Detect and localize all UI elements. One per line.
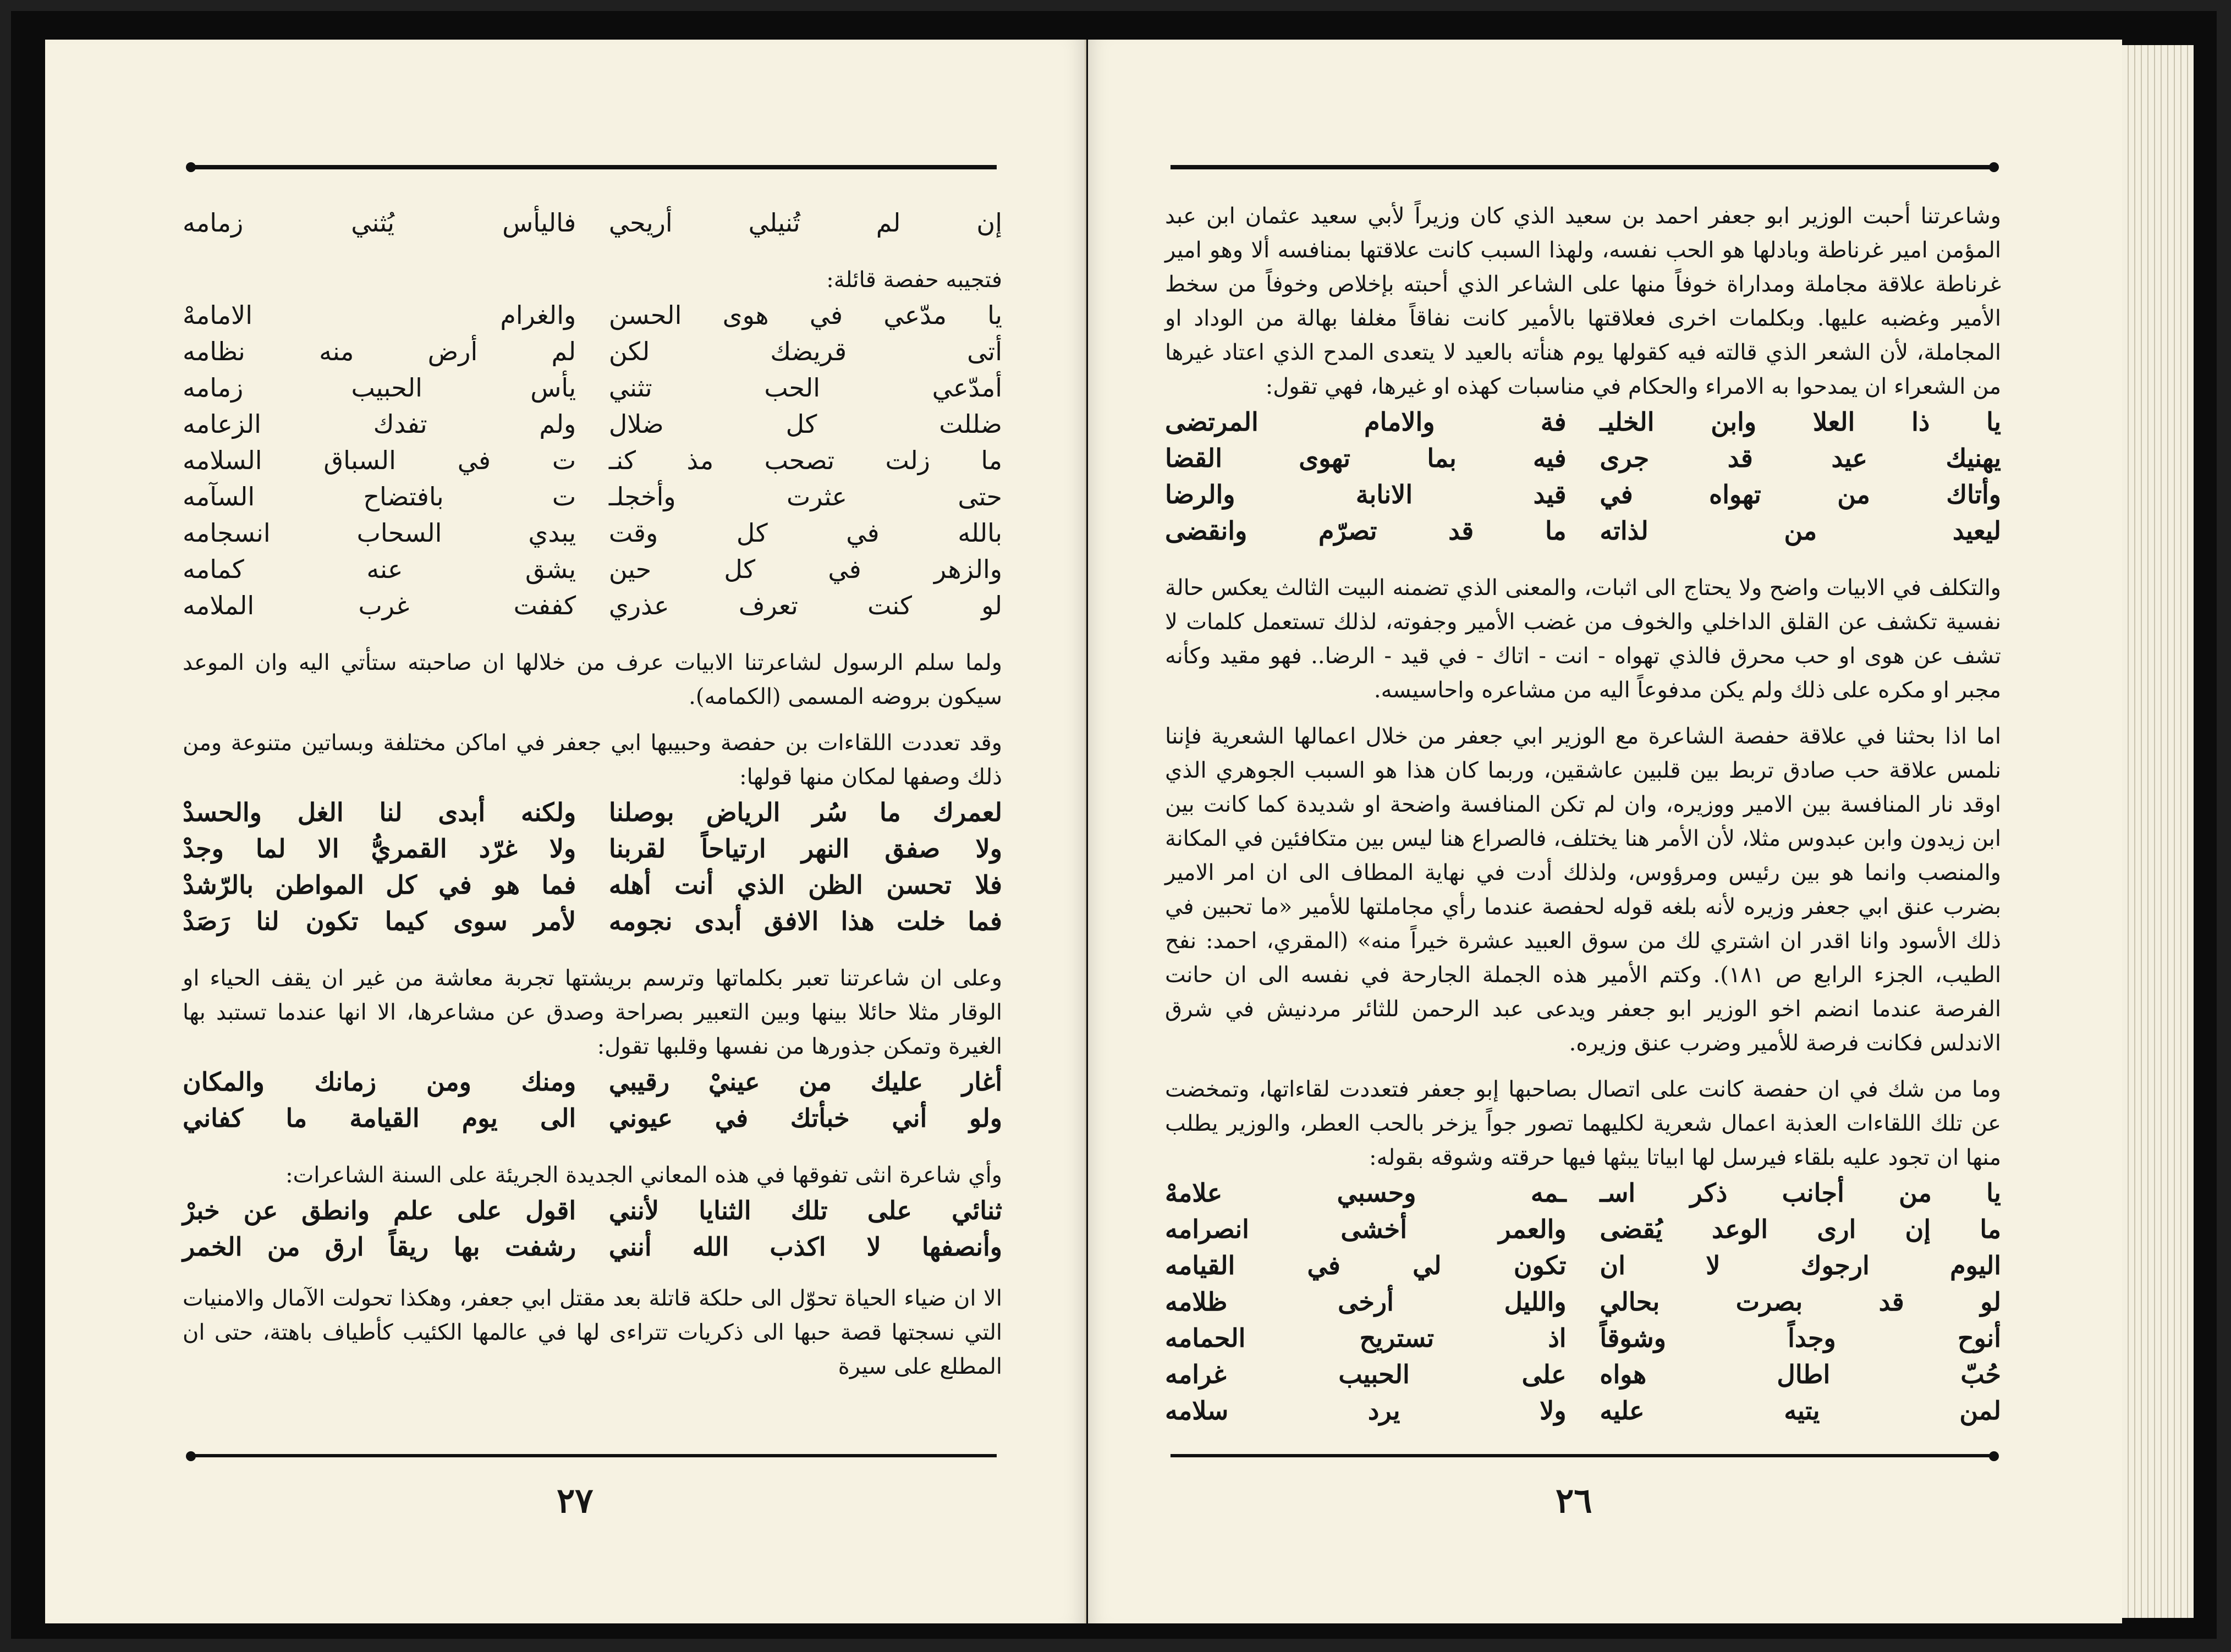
verse-line <box>183 406 1002 442</box>
verse-first-half: أغار عليك من عينيْ رقيبي <box>608 1067 1002 1097</box>
footer-rule <box>189 1454 997 1457</box>
page-number: ٢٧ <box>557 1480 594 1521</box>
verse-line <box>183 297 1002 333</box>
verse-line <box>183 1100 1002 1136</box>
verse-first-half: يهنيك عيد قد جرى <box>1600 443 2001 473</box>
verse-first-half: لو كنت تعرف عذري <box>608 591 1002 620</box>
paragraph-poetess: وأي شاعرة انثى تفوقها في هذه المعاني الجديدة الجريئة على السنة الشاعرات: <box>285 1163 1002 1188</box>
intro-reply: فتجيبه حفصة قائلة: <box>826 267 1002 293</box>
verse-line <box>1165 513 2001 549</box>
verse-line <box>183 478 1002 515</box>
verse-line <box>1165 440 2001 476</box>
verse-second-half: لأمر سوى كيما تكون لنا رَصَدْ <box>183 906 576 936</box>
verse-line <box>183 830 1002 867</box>
request-poem <box>1165 1175 2001 1429</box>
verse-line <box>183 1064 1002 1100</box>
paragraph-messenger: ولما سلم الرسول لشاعرتنا الابيات عرف من خلالها ان صاحبته ستأتي اليه وان الموعد سيكون بروضه المسمى (الكمامه). <box>183 650 1002 709</box>
verse-second-half: ت بافتضاح السآمه <box>183 482 576 511</box>
verse-line <box>1165 404 2001 440</box>
verse-first-half: ما إن ارى الوعد يُقضى <box>1600 1214 2001 1244</box>
verse-second-half: ولم تفدك الزعامه <box>183 409 576 439</box>
verse-first-half: والزهر في كل حين <box>608 554 1002 584</box>
verse-second-half: اقول على علم وانطق عن خبرْ <box>183 1196 576 1225</box>
verse-second-half: والغرام الامامهْ <box>183 300 576 330</box>
verse-second-half: كففت غرب الملامه <box>183 591 576 620</box>
verse-first-half: ضللت كل ضلال <box>608 409 1002 439</box>
verse-second-half: قيد الانابة والرضا <box>1165 480 1567 509</box>
verse-line <box>183 587 1002 624</box>
verse-line <box>183 515 1002 551</box>
verse-first-half: أنوح وجداً وشوقاً <box>1600 1323 2001 1353</box>
verse-second-half: ومنك ومن زمانك والمكان <box>183 1067 576 1097</box>
paragraph-relationship: اما اذا بحثنا في علاقة حفصة الشاعرة مع الوزير ابي جعفر من خلال اعمالها الشعرية فإننا نلمس علاقة حب صادق تربط بين قلبين عاشقين، وربما كان هذا هو السبب الجوهري الذي اوقد نار المنافسة بين الامير ووزيره، وان لم تكن المنافسة واضحة او شديدة كما كانت بين ابن زيدون وابن عبدوس مثلا، لأن الأمر هنا يختلف، فالصراع هنا ليس بين متكافئين في المكانة والمنصب وانما هو بين رئيس ومرؤوس، ولذلك أدت في نهاية المطاف الى ان امر الامير بضرب عنق ابي جعفر وزيره لأنه بلغه قوله لحفصة عندما رأي مجاملتها للأمير «ما تحبين في ذلك الأسود وانا اقدر ان اشتري لك من سوق العبيد عشرة خيراً منه» (المقري، احمد: نفح الطيب، الجزء الرابع ص ١٨١). وكتم الأمير هذه الجملة الجارحة في نفسه الى ان حانت الفرصة عندما انضم اخو الوزير ابو جعفر ويدعى عبد الرحمن للثائر مردنيش في شرق الاندلس فكانت فرصة للأمير وضرب عنق وزيره. <box>1165 724 2002 1056</box>
left-page <box>45 40 1086 1623</box>
verse-second-half: يشق عنه كمامه <box>183 554 576 584</box>
verse-second-half: ولكنه أبدى لنا الغل والحسدْ <box>183 797 576 827</box>
verse-second-half: يبدي السحاب انسجامه <box>183 518 576 548</box>
verse-line <box>1165 1175 2001 1211</box>
right-page-body <box>1165 199 2001 1429</box>
verse-first-half: وأتاك من تهواه في <box>1600 480 2001 509</box>
page-number: ٢٦ <box>1556 1480 1592 1521</box>
book-scan-frame <box>11 11 2217 1639</box>
verse-second-half: اذ تستريح الحمامه <box>1165 1323 1567 1353</box>
verse-first-half: ليعيد من لذاته <box>1600 516 2001 546</box>
verse-first-half: بالله في كل وقت <box>608 518 1002 548</box>
verse-first-half: ولو أني خبأتك في عيوني <box>608 1103 1002 1133</box>
verse-first-half: لعمرك ما سُر الرياض بوصلنا <box>608 797 1002 827</box>
verse-line <box>1165 1356 2001 1392</box>
garden-poem <box>183 794 1002 939</box>
verse-line <box>183 1192 1002 1229</box>
verse-line <box>1165 1392 2001 1429</box>
verse-line <box>183 551 1002 587</box>
verse-line <box>1165 1320 2001 1356</box>
verse-second-half: الى يوم القيامة ما كفاني <box>183 1103 576 1133</box>
verse-line <box>183 333 1002 370</box>
verse-line <box>183 794 1002 830</box>
verse-first-half: لو قد بصرت بحالي <box>1600 1287 2001 1317</box>
verse-line <box>1165 1284 2001 1320</box>
opening-verse <box>183 205 1002 241</box>
book-page-edges <box>2122 45 2194 1618</box>
verse-line <box>183 370 1002 406</box>
verse-second-half: فاليأس يُثني زمامه <box>183 208 576 238</box>
verse-second-half: والليل أرخى ظلامه <box>1165 1287 1567 1317</box>
verse-line <box>1165 1211 2001 1247</box>
verse-second-half: ولا يرد سلامه <box>1165 1396 1567 1425</box>
jealousy-poem <box>183 1064 1002 1136</box>
left-page-body <box>183 205 1002 1396</box>
header-rule <box>189 165 997 169</box>
paragraph-third-verse: والتكلف في الابيات واضح ولا يحتاج الى اثبات، والمعنى الذي تضمنه البيت الثالث يعكس حالة نفسية تكشف عن القلق الداخلي والخوف من غضب الأمير وجفوته، لذلك تستعمل كلمات لا تشف عن هوى او حب محرق فالذي تهواه - انت - اتاك - في قيد - الرضا.. فهو مقيد وكأنه مجبر او مكره على ذلك ولم يكن مدفوعاً اليه من مشاعره واحاسيسه. <box>1165 575 2001 703</box>
verse-second-half: ولا غرّد القمريُّ الا لما وجدْ <box>183 834 576 863</box>
verse-second-half: فيه بما تهوى القضا <box>1165 443 1567 473</box>
verse-first-half: ثنائي على تلك الثنايا لأنني <box>608 1196 1002 1225</box>
paragraph-ending: الا ان ضياء الحياة تحوّل الى حلكة قاتلة بعد مقتل ابي جعفر، وهكذا تحولت الآمال والامنيات التي نسجتها قصة حبها الى ذكريات تتراءى لها في عالمها الكئيب كأطياف باهتة، حتى ان المطلع على سيرة <box>183 1286 1002 1379</box>
paragraph-meetings: وقد تعددت اللقاءات بن حفصة وحبيبها ابي جعفر في اماكن مختلفة وبساتين متنوعة ومن ذلك وصفها لمكان منها قولها: <box>183 730 1002 790</box>
hafsa-poem <box>183 297 1002 624</box>
verse-second-half: فما هو في كل المواطن بالرّشدْ <box>183 870 576 900</box>
praise-poem <box>183 1192 1002 1265</box>
verse-first-half: فما خلت هذا الافق أبدى نجومه <box>608 906 1002 936</box>
verse-line <box>1165 1247 2001 1284</box>
verse-first-half: يا ذا العلا وابن الخليـ <box>1600 407 2001 437</box>
verse-second-half: ـمه وحسبي علامهْ <box>1165 1178 1567 1208</box>
verse-line <box>183 903 1002 939</box>
verse-second-half: ما قد تصرّم وانقضى <box>1165 516 1567 546</box>
verse-line <box>183 442 1002 478</box>
verse-line <box>1165 476 2001 513</box>
verse-second-half: رشفت بها ريقاً ارق من الخمر <box>183 1232 576 1262</box>
verse-second-half: لم أرض منه نظامه <box>183 337 576 366</box>
verse-first-half: ما زلت تصحب مذ كنـ <box>608 445 1002 475</box>
eid-poem <box>1165 404 2001 549</box>
verse-line <box>183 867 1002 903</box>
verse-first-half: أتى قريضك لكن <box>608 337 1002 366</box>
paragraph-meetings: وما من شك في ان حفصة كانت على اتصال بصاحبها إبو جعفر فتعددت لقاءاتها، وتمخضت عن تلك اللقاءات العذبة اعمال شعرية لكليهما تصور جواً يزخر بالحب العطر، والوزير يطلب منها ان تجود عليه بلقاء فيرسل لها ابياتا يبثها فيها حرقته وشوقه بقوله: <box>1165 1077 2001 1170</box>
verse-first-half: حتى عثرت وأخجلـ <box>608 482 1002 511</box>
right-page <box>1088 40 2122 1623</box>
verse-first-half: أمدّعي الحب تثني <box>608 373 1002 403</box>
verse-first-half: يا مدّعي في هوى الحسن <box>608 300 1002 330</box>
header-rule <box>1171 165 1996 169</box>
verse-second-half: يأس الحبيب زمامه <box>183 373 576 403</box>
verse-second-half: والعمر أخشى انصرامه <box>1165 1214 1567 1244</box>
paragraph-vizier: وشاعرتنا أحبت الوزير ابو جعفر احمد بن سعيد الذي كان وزيراً لأبي سعيد عثمان ابن عبد المؤمن امير غرناطة وبادلها هو الحب نفسه، ولهذا السبب كانت علاقتها بمنافسه ألا وهو امير غرناطة علاقة مجاملة ومداراة خوفاً منها على الشاعر الذي أحبته بإخلاص وخوفاً من سخط الأمير وغضبه عليها. وبكلمات اخرى فعلاقتها بالأمير كانت نفاقاً مغلفا بهالة من الوداد او المجاملة، لأن الشعر الذي قالته فيه كقولها يوم هنأته بالعيد لا يتعدى المدح الذي اعتاد غيرها من الشعراء ان يمدحوا به الامراء والحكام في مناسبات كهذه او غيرها، فهي تقول: <box>1165 203 2001 399</box>
footer-rule <box>1171 1454 1996 1457</box>
verse-first-half: فلا تحسن الظن الذي أنت أهله <box>608 870 1002 900</box>
verse-first-half: حُبّ اطال هواه <box>1600 1359 2001 1389</box>
verse-second-half: فة والامام المرتضى <box>1165 407 1567 437</box>
verse-first-half: يا من أجانب ذكر اسـ <box>1600 1178 2001 1208</box>
verse-second-half: ت في السباق السلامه <box>183 445 576 475</box>
verse-line <box>183 1229 1002 1265</box>
verse-first-half: وأنصفها لا اكذب الله أنني <box>608 1232 1002 1262</box>
verse-first-half: لمن يتيه عليه <box>1600 1396 2001 1425</box>
paragraph-jealousy: وعلى ان شاعرتنا تعبر بكلماتها وترسم بريشتها تجربة معاشة من غير ان يقف الحياء او الوقار مثلا حائلا بينها وبين التعبير بصراحة وصدق عن مشاعرها، الا انها عندما تستبد بها الغيرة وتمكن جذورها من نفسها وقلبها تقول: <box>183 966 1003 1059</box>
verse-first-half: إن لم تُنيلي أريحي <box>608 208 1002 238</box>
verse-first-half: اليوم ارجوك لا ان <box>1600 1251 2001 1280</box>
verse-second-half: على الحبيب غرامه <box>1165 1359 1567 1389</box>
verse-second-half: تكون لي في القيامه <box>1165 1251 1567 1280</box>
verse-first-half: ولا صفق النهر ارتياحاً لقربنا <box>608 834 1002 863</box>
